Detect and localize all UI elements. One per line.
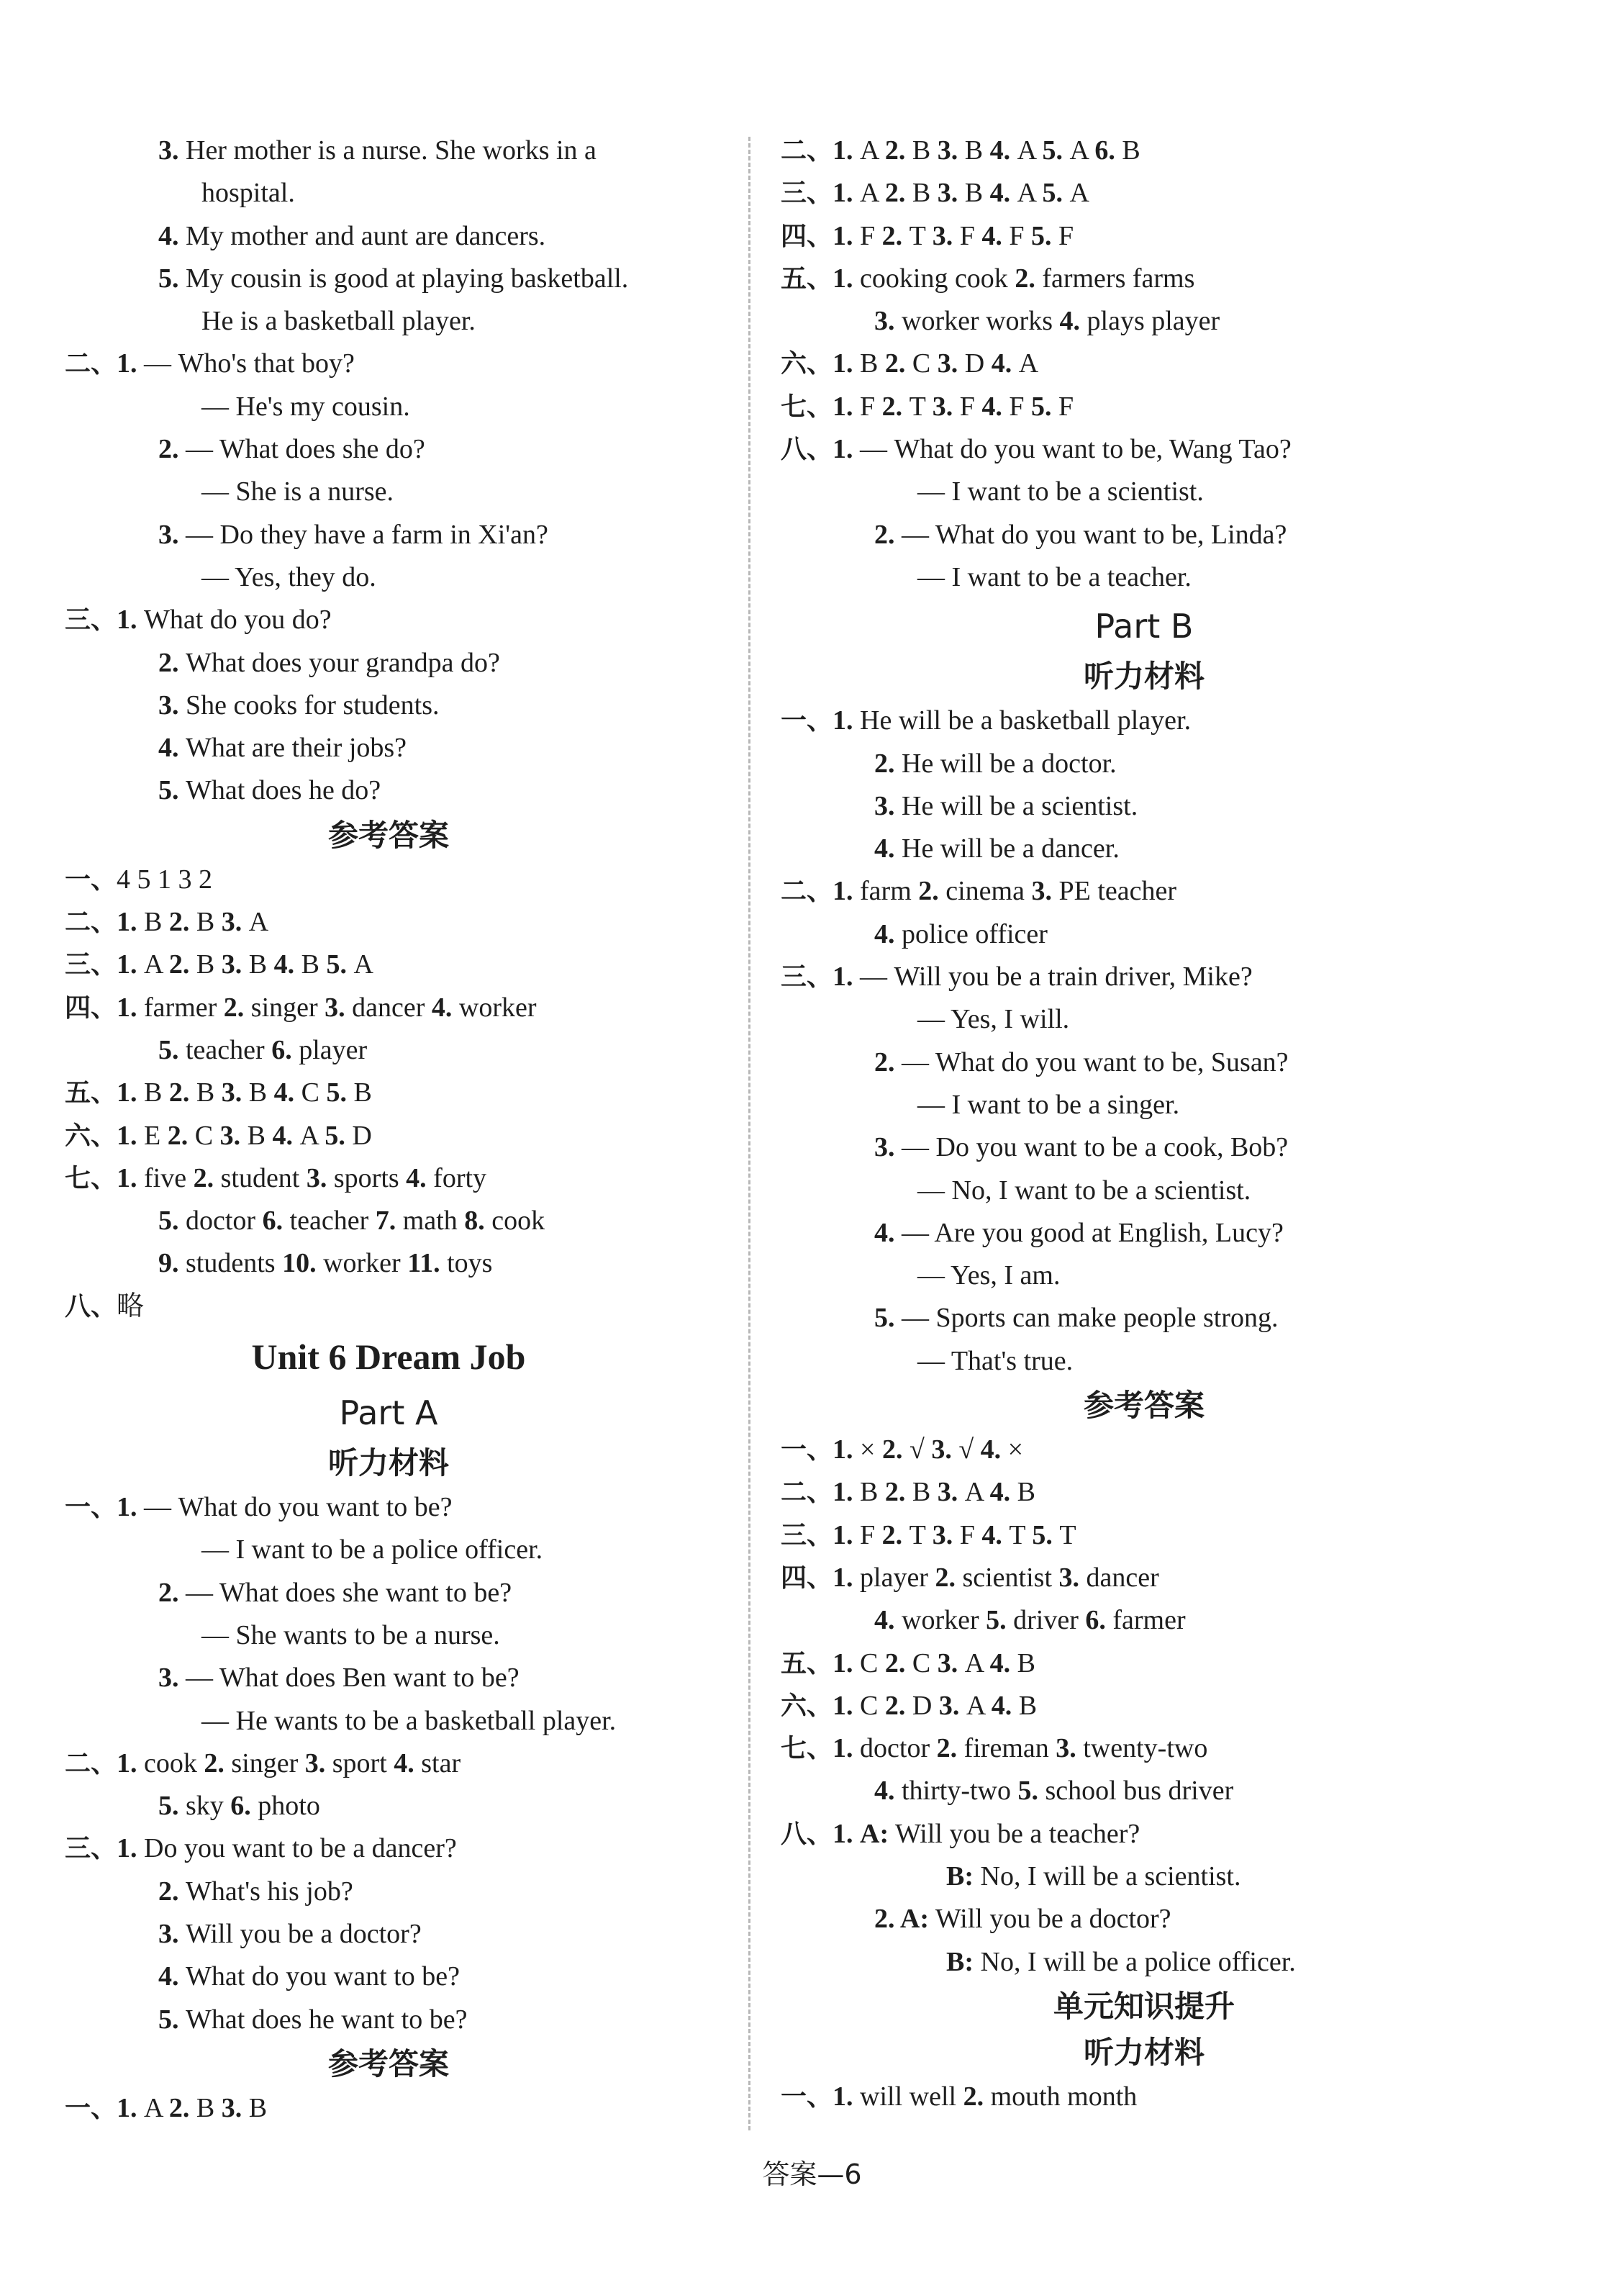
item-number: 1. <box>117 949 145 980</box>
item-number: 8. <box>464 1206 492 1237</box>
answer-line: B: No, I will be a scientist. <box>946 1861 1241 1891</box>
item-number: 5. <box>326 1077 354 1108</box>
item-number: 6. <box>1085 1605 1113 1636</box>
item-number: 5. <box>158 1791 186 1822</box>
answer-line: 七、1. doctor 2. fireman 3. twenty-two <box>781 1733 1208 1764</box>
answer-line: 三、1. — Will you be a train driver, Mike? <box>781 962 1253 993</box>
item-number: 1. <box>117 1748 145 1778</box>
item-number: 3. <box>1058 1562 1087 1593</box>
item-number: 1. <box>833 1434 861 1465</box>
item-number: 2. <box>963 2081 991 2112</box>
item-number: 3. <box>304 1748 332 1778</box>
section-marker: 三、 <box>65 605 117 636</box>
answer-line: 4. What do you want to be? <box>158 1961 460 1992</box>
answer-line: 二、1. — Who's that boy? <box>65 348 355 379</box>
item-number: 3. <box>1031 876 1059 907</box>
item-number: 4. <box>874 918 902 949</box>
item-number: 3. <box>1056 1733 1084 1764</box>
item-number: 5. <box>326 949 354 980</box>
item-number: 2. <box>168 907 196 938</box>
item-number: 1. <box>833 135 861 166</box>
answer-line: 2. What does your grandpa do? <box>158 647 500 678</box>
part-heading: Part A <box>339 1393 438 1433</box>
item-number: 5. <box>158 1206 186 1237</box>
section-marker: 五、 <box>65 1078 117 1108</box>
item-number: 1. <box>833 1477 861 1508</box>
answer-line: 2. — What do you want to be, Susan? <box>874 1046 1289 1077</box>
answer-line: 三、1. Do you want to be a dancer? <box>65 1833 457 1864</box>
section-marker: 一、 <box>65 1493 117 1523</box>
answer-line: 五、1. C 2. C 3. A 4. B <box>781 1647 1035 1678</box>
item-number: 4. <box>989 178 1017 209</box>
answer-line: 三、1. A 2. B 3. B 4. B 5. A <box>65 949 373 980</box>
item-number: 4. <box>431 992 459 1023</box>
item-number: 3. <box>931 1434 959 1465</box>
answer-line: — She is a nurse. <box>201 476 394 507</box>
answer-line: — I want to be a scientist. <box>917 476 1204 507</box>
item-number: 4. <box>158 220 186 251</box>
item-number: 2. <box>168 1077 196 1108</box>
item-number: 4. <box>991 1690 1019 1721</box>
answer-line: — Yes, I am. <box>917 1260 1061 1291</box>
item-number: 2. <box>158 647 186 678</box>
section-marker: 二、 <box>781 1478 833 1508</box>
answer-line: — She wants to be a nurse. <box>201 1619 500 1650</box>
item-number: 1. <box>117 1833 145 1864</box>
answer-line: — Yes, I will. <box>917 1004 1070 1035</box>
item-number: 1. <box>833 1647 861 1678</box>
section-heading: 参考答案 <box>327 817 449 853</box>
answer-line: 5. sky 6. photo <box>158 1791 320 1822</box>
answer-line: 2. — What does she do? <box>158 434 425 465</box>
item-number: 1. <box>833 876 861 907</box>
item-number: 2. <box>884 348 912 379</box>
section-marker: 五、 <box>781 263 833 294</box>
item-number: 4. <box>406 1162 434 1193</box>
item-number: 3. <box>874 1132 902 1163</box>
section-marker: 二、 <box>65 1748 117 1778</box>
item-number: 2. <box>881 1519 909 1550</box>
answer-line: 一、4 5 1 3 2 <box>65 864 213 895</box>
answer-line: He is a basketball player. <box>201 306 476 337</box>
item-number: 1. <box>833 434 861 465</box>
section-marker: 四、 <box>781 221 833 251</box>
item-number: 2. <box>884 1647 912 1678</box>
item-number: 10. <box>282 1248 324 1279</box>
answer-line: 六、1. C 2. D 3. A 4. B <box>781 1690 1038 1721</box>
item-number: 2. <box>935 1562 963 1593</box>
answer-line: — Yes, they do. <box>201 561 376 592</box>
item-number: 1. <box>833 1562 861 1593</box>
item-number: 1. <box>833 2081 861 2112</box>
item-number: 2. <box>204 1748 232 1778</box>
answer-line: 4. — Are you good at English, Lucy? <box>874 1217 1284 1248</box>
section-marker: 六、 <box>781 1691 833 1721</box>
answer-line: 5. My cousin is good at playing basketball. <box>158 263 629 294</box>
item-number: 4. <box>981 220 1010 251</box>
answer-line: 八、略 <box>65 1290 145 1321</box>
item-number: 3. <box>221 907 249 938</box>
item-number: 4. <box>981 391 1010 422</box>
answer-line: — I want to be a singer. <box>917 1089 1180 1120</box>
answer-line: 一、1. × 2. √ 3. √ 4. × <box>781 1434 1024 1465</box>
answer-line: 六、1. E 2. C 3. B 4. A 5. D <box>65 1120 372 1151</box>
section-marker: 一、 <box>781 706 833 736</box>
item-number: 9. <box>158 1248 186 1279</box>
item-number: 2. <box>168 949 196 980</box>
answer-line: 4. thirty-two 5. school bus driver <box>874 1776 1234 1807</box>
section-marker: 三、 <box>65 1834 117 1864</box>
answer-line: 三、1. F 2. T 3. F 4. T 5. T <box>781 1519 1076 1550</box>
column-divider <box>748 137 750 2130</box>
item-number: 5. <box>158 775 186 806</box>
item-number: 2. <box>874 1046 902 1077</box>
item-number: 2. <box>874 1904 900 1935</box>
item-number: 1. <box>117 1077 145 1108</box>
answer-line: 3. — Do they have a farm in Xi'an? <box>158 519 548 550</box>
item-number: 1. <box>117 1162 145 1193</box>
answer-line: 3. — What does Ben want to be? <box>158 1663 520 1694</box>
section-marker: 七、 <box>781 1734 833 1764</box>
page-footer: 答案—6 <box>762 2158 862 2190</box>
item-number: 2. <box>167 1120 195 1151</box>
item-number: 5. <box>158 263 186 294</box>
item-number: 2. <box>158 1577 186 1608</box>
item-number: 1. <box>833 1519 861 1550</box>
item-number: 3. <box>219 1120 248 1151</box>
item-number: 3. <box>221 949 249 980</box>
answer-line: 3. — Do you want to be a cook, Bob? <box>874 1132 1289 1163</box>
item-number: 1. <box>833 263 861 294</box>
answer-line: 四、1. farmer 2. singer 3. dancer 4. worker <box>65 992 537 1023</box>
item-number: 3. <box>937 135 965 166</box>
section-marker: 四、 <box>65 993 117 1023</box>
item-number: 3. <box>937 348 965 379</box>
item-number: 2. <box>881 1434 909 1465</box>
item-number: 5. <box>158 1034 186 1065</box>
item-number: 5. <box>1042 135 1070 166</box>
answer-line: 七、1. five 2. student 3. sports 4. forty <box>65 1162 487 1193</box>
item-number: 4. <box>273 949 301 980</box>
item-number: 2. <box>884 178 912 209</box>
section-marker: 三、 <box>65 950 117 980</box>
answer-line: 五、1. cooking cook 2. farmers farms <box>781 263 1195 294</box>
answer-line: 2. — What does she want to be? <box>158 1577 512 1608</box>
item-number: 4. <box>874 1776 902 1807</box>
section-marker: 七、 <box>781 392 833 422</box>
item-number: 1. <box>833 220 861 251</box>
section-marker: 二、 <box>781 877 833 907</box>
answer-line: 5. doctor 6. teacher 7. math 8. cook <box>158 1206 545 1237</box>
section-marker: 六、 <box>781 349 833 379</box>
item-number: 5. <box>325 1120 353 1151</box>
item-number: 3. <box>306 1162 334 1193</box>
section-marker: 三、 <box>781 962 833 993</box>
item-number: A: <box>899 1904 930 1935</box>
item-number: 1. <box>117 1120 145 1151</box>
answer-line: 3. He will be a scientist. <box>874 790 1138 821</box>
item-number: 4. <box>158 1961 186 1992</box>
answer-line: 一、1. A 2. B 3. B <box>65 2092 268 2123</box>
answer-line: 4. police officer <box>874 918 1048 949</box>
item-number: 1. <box>117 1492 145 1523</box>
answer-line: 八、1. A: Will you be a teacher? <box>781 1818 1140 1849</box>
section-marker: 三、 <box>781 1520 833 1550</box>
item-number: 4. <box>989 1647 1017 1678</box>
answer-line: 一、1. will well 2. mouth month <box>781 2081 1138 2112</box>
section-heading: 参考答案 <box>1083 1388 1205 1424</box>
item-number: 3. <box>937 178 965 209</box>
item-number: 2. <box>936 1733 964 1764</box>
item-number: 1. <box>833 1818 861 1849</box>
answer-line: 4. What are their jobs? <box>158 733 407 764</box>
item-number: 1. <box>117 992 145 1023</box>
item-number: 3. <box>874 306 902 337</box>
item-number: 1. <box>833 1690 861 1721</box>
item-number: 2. <box>223 992 251 1023</box>
item-number: 2. <box>918 876 946 907</box>
item-number: 1. <box>833 705 861 736</box>
answer-line: hospital. <box>201 178 295 209</box>
section-heading: 单元知识提升 <box>1053 1988 1235 2024</box>
section-marker: 二、 <box>781 136 833 166</box>
answer-line: 5. What does he want to be? <box>158 2004 468 2035</box>
answer-line: 二、1. cook 2. singer 3. sport 4. star <box>65 1748 461 1778</box>
item-number: 4. <box>989 135 1017 166</box>
item-number: 4. <box>272 1120 300 1151</box>
section-marker: 一、 <box>781 2081 833 2112</box>
item-number: 2. <box>168 2092 196 2123</box>
answer-line: 三、1. What do you do? <box>65 605 332 636</box>
item-number: 3. <box>221 2092 249 2123</box>
item-number: B: <box>946 1861 974 1891</box>
answer-line: — That's true. <box>917 1345 1074 1376</box>
item-number: 2. <box>158 434 186 465</box>
unit-heading: Unit 6 Dream Job <box>251 1337 526 1378</box>
item-number: B: <box>946 1946 974 1977</box>
section-marker: 七、 <box>65 1163 117 1193</box>
item-number: 3. <box>938 1690 966 1721</box>
item-number: 3. <box>158 1663 186 1694</box>
part-heading: Part B <box>1094 607 1194 646</box>
item-number: 2. <box>874 748 902 779</box>
item-number: 6. <box>230 1791 258 1822</box>
item-number: 5. <box>1032 1519 1060 1550</box>
right-column <box>781 130 1507 2118</box>
answer-line: 2. — What do you want to be, Linda? <box>874 519 1287 550</box>
answer-line: 4. My mother and aunt are dancers. <box>158 220 546 251</box>
section-marker: 一、 <box>65 2093 117 2123</box>
item-number: 5. <box>1042 178 1070 209</box>
answer-line: 三、1. A 2. B 3. B 4. A 5. A <box>781 178 1089 209</box>
item-number: 1. <box>833 391 861 422</box>
item-number: 6. <box>1094 135 1122 166</box>
item-number: 4. <box>874 1605 902 1636</box>
answer-line: 七、1. F 2. T 3. F 4. F 5. F <box>781 391 1074 422</box>
item-number: 1. <box>117 605 145 636</box>
item-number: 3. <box>158 690 186 720</box>
item-number: A: <box>860 1818 889 1849</box>
answer-line: 八、1. — What do you want to be, Wang Tao? <box>781 434 1292 465</box>
item-number: 3. <box>932 220 960 251</box>
section-heading: 参考答案 <box>327 2045 449 2081</box>
answer-line: 3. Will you be a doctor? <box>158 1918 422 1949</box>
answer-line: 3. worker works 4. plays player <box>874 306 1220 337</box>
item-number: 5. <box>158 2004 186 2035</box>
answer-line: 2. He will be a doctor. <box>874 748 1117 779</box>
answer-line: B: No, I will be a police officer. <box>946 1946 1296 1977</box>
item-number: 2. <box>193 1162 221 1193</box>
answer-line: 5. — Sports can make people strong. <box>874 1303 1279 1334</box>
item-number: 4. <box>273 1077 301 1108</box>
item-number: 1. <box>833 962 861 993</box>
item-number: 2. <box>884 1477 912 1508</box>
item-number: 5. <box>874 1303 902 1334</box>
answer-line: 3. Her mother is a nurse. She works in a <box>158 135 596 166</box>
item-number: 3. <box>932 391 960 422</box>
item-number: 2. <box>1015 263 1043 294</box>
item-number: 5. <box>1030 220 1058 251</box>
section-marker: 八、 <box>781 435 833 465</box>
section-heading: 听力材料 <box>1083 659 1205 695</box>
answer-line: — I want to be a teacher. <box>917 561 1192 592</box>
item-number: 4. <box>394 1748 422 1778</box>
item-number: 2. <box>884 135 912 166</box>
item-number: 6. <box>262 1206 290 1237</box>
section-marker: 五、 <box>781 1648 833 1678</box>
item-number: 2. <box>874 519 902 550</box>
answer-line: 一、1. He will be a basketball player. <box>781 705 1192 736</box>
item-number: 1. <box>117 348 145 379</box>
answer-line: 二、1. B 2. B 3. A <box>65 907 269 938</box>
answer-line: 二、1. farm 2. cinema 3. PE teacher <box>781 876 1176 907</box>
item-number: 3. <box>158 1918 186 1949</box>
answer-line: 五、1. B 2. B 3. B 4. C 5. B <box>65 1077 372 1108</box>
section-marker: 二、 <box>65 908 117 938</box>
answer-line: — No, I want to be a scientist. <box>917 1175 1251 1206</box>
item-number: 2. <box>884 1690 912 1721</box>
item-number: 1. <box>833 178 861 209</box>
item-number: 3. <box>937 1477 965 1508</box>
item-number: 1. <box>117 907 145 938</box>
item-number: 4. <box>874 1217 902 1248</box>
answer-line: 二、1. A 2. B 3. B 4. A 5. A 6. B <box>781 135 1140 166</box>
item-number: 5. <box>1017 1776 1045 1807</box>
item-number: 3. <box>325 992 353 1023</box>
item-number: 3. <box>874 790 902 821</box>
answer-line: 4. He will be a dancer. <box>874 833 1120 864</box>
left-column <box>65 130 712 2130</box>
item-number: 7. <box>375 1206 403 1237</box>
section-marker: 八、 <box>781 1819 833 1849</box>
item-number: 1. <box>117 2092 145 2123</box>
answer-line: 四、1. player 2. scientist 3. dancer <box>781 1562 1159 1593</box>
item-number: 4. <box>980 1434 1008 1465</box>
item-number: 6. <box>271 1034 299 1065</box>
item-number: 4. <box>1059 306 1087 337</box>
item-number: 4. <box>874 833 902 864</box>
item-number: 3. <box>158 519 186 550</box>
answer-line: 5. teacher 6. player <box>158 1034 368 1065</box>
answer-line: — He wants to be a basketball player. <box>201 1705 617 1736</box>
answer-line: 2. What's his job? <box>158 1876 353 1907</box>
section-heading: 听力材料 <box>1083 2034 1205 2070</box>
section-marker: 八、 <box>65 1291 117 1321</box>
item-number: 4. <box>158 733 186 764</box>
answer-line: 六、1. B 2. C 3. D 4. A <box>781 348 1039 379</box>
item-number: 2. <box>881 391 909 422</box>
answer-line: — I want to be a police officer. <box>201 1534 543 1565</box>
item-number: 5. <box>1030 391 1058 422</box>
item-number: 5. <box>986 1605 1014 1636</box>
answer-line: 2. A: Will you be a doctor? <box>874 1904 1171 1935</box>
section-marker: 一、 <box>65 864 117 895</box>
item-number: 3. <box>158 135 186 166</box>
section-marker: 四、 <box>781 1563 833 1593</box>
item-number: 2. <box>881 220 909 251</box>
item-number: 4. <box>991 348 1019 379</box>
section-marker: 三、 <box>781 178 833 209</box>
item-number: 2. <box>158 1876 186 1907</box>
item-number: 11. <box>407 1248 448 1279</box>
item-number: 4. <box>989 1477 1017 1508</box>
answer-line: 5. What does he do? <box>158 775 381 806</box>
item-number: 4. <box>981 1519 1010 1550</box>
answer-line: 4. worker 5. driver 6. farmer <box>874 1605 1186 1636</box>
section-marker: 二、 <box>65 349 117 379</box>
item-number: 3. <box>221 1077 249 1108</box>
answer-line: — He's my cousin. <box>201 391 410 422</box>
answer-line: 四、1. F 2. T 3. F 4. F 5. F <box>781 220 1074 251</box>
item-number: 1. <box>833 348 861 379</box>
section-marker: 一、 <box>781 1435 833 1465</box>
section-heading: 听力材料 <box>327 1445 449 1481</box>
item-number: 1. <box>833 1733 861 1764</box>
section-marker: 六、 <box>65 1121 117 1151</box>
answer-line: 3. She cooks for students. <box>158 690 440 720</box>
item-number: 3. <box>937 1647 965 1678</box>
answer-line: 二、1. B 2. B 3. A 4. B <box>781 1477 1035 1508</box>
item-number: 3. <box>932 1519 960 1550</box>
answer-line: 9. students 10. worker 11. toys <box>158 1248 493 1279</box>
answer-line: 一、1. — What do you want to be? <box>65 1492 453 1523</box>
